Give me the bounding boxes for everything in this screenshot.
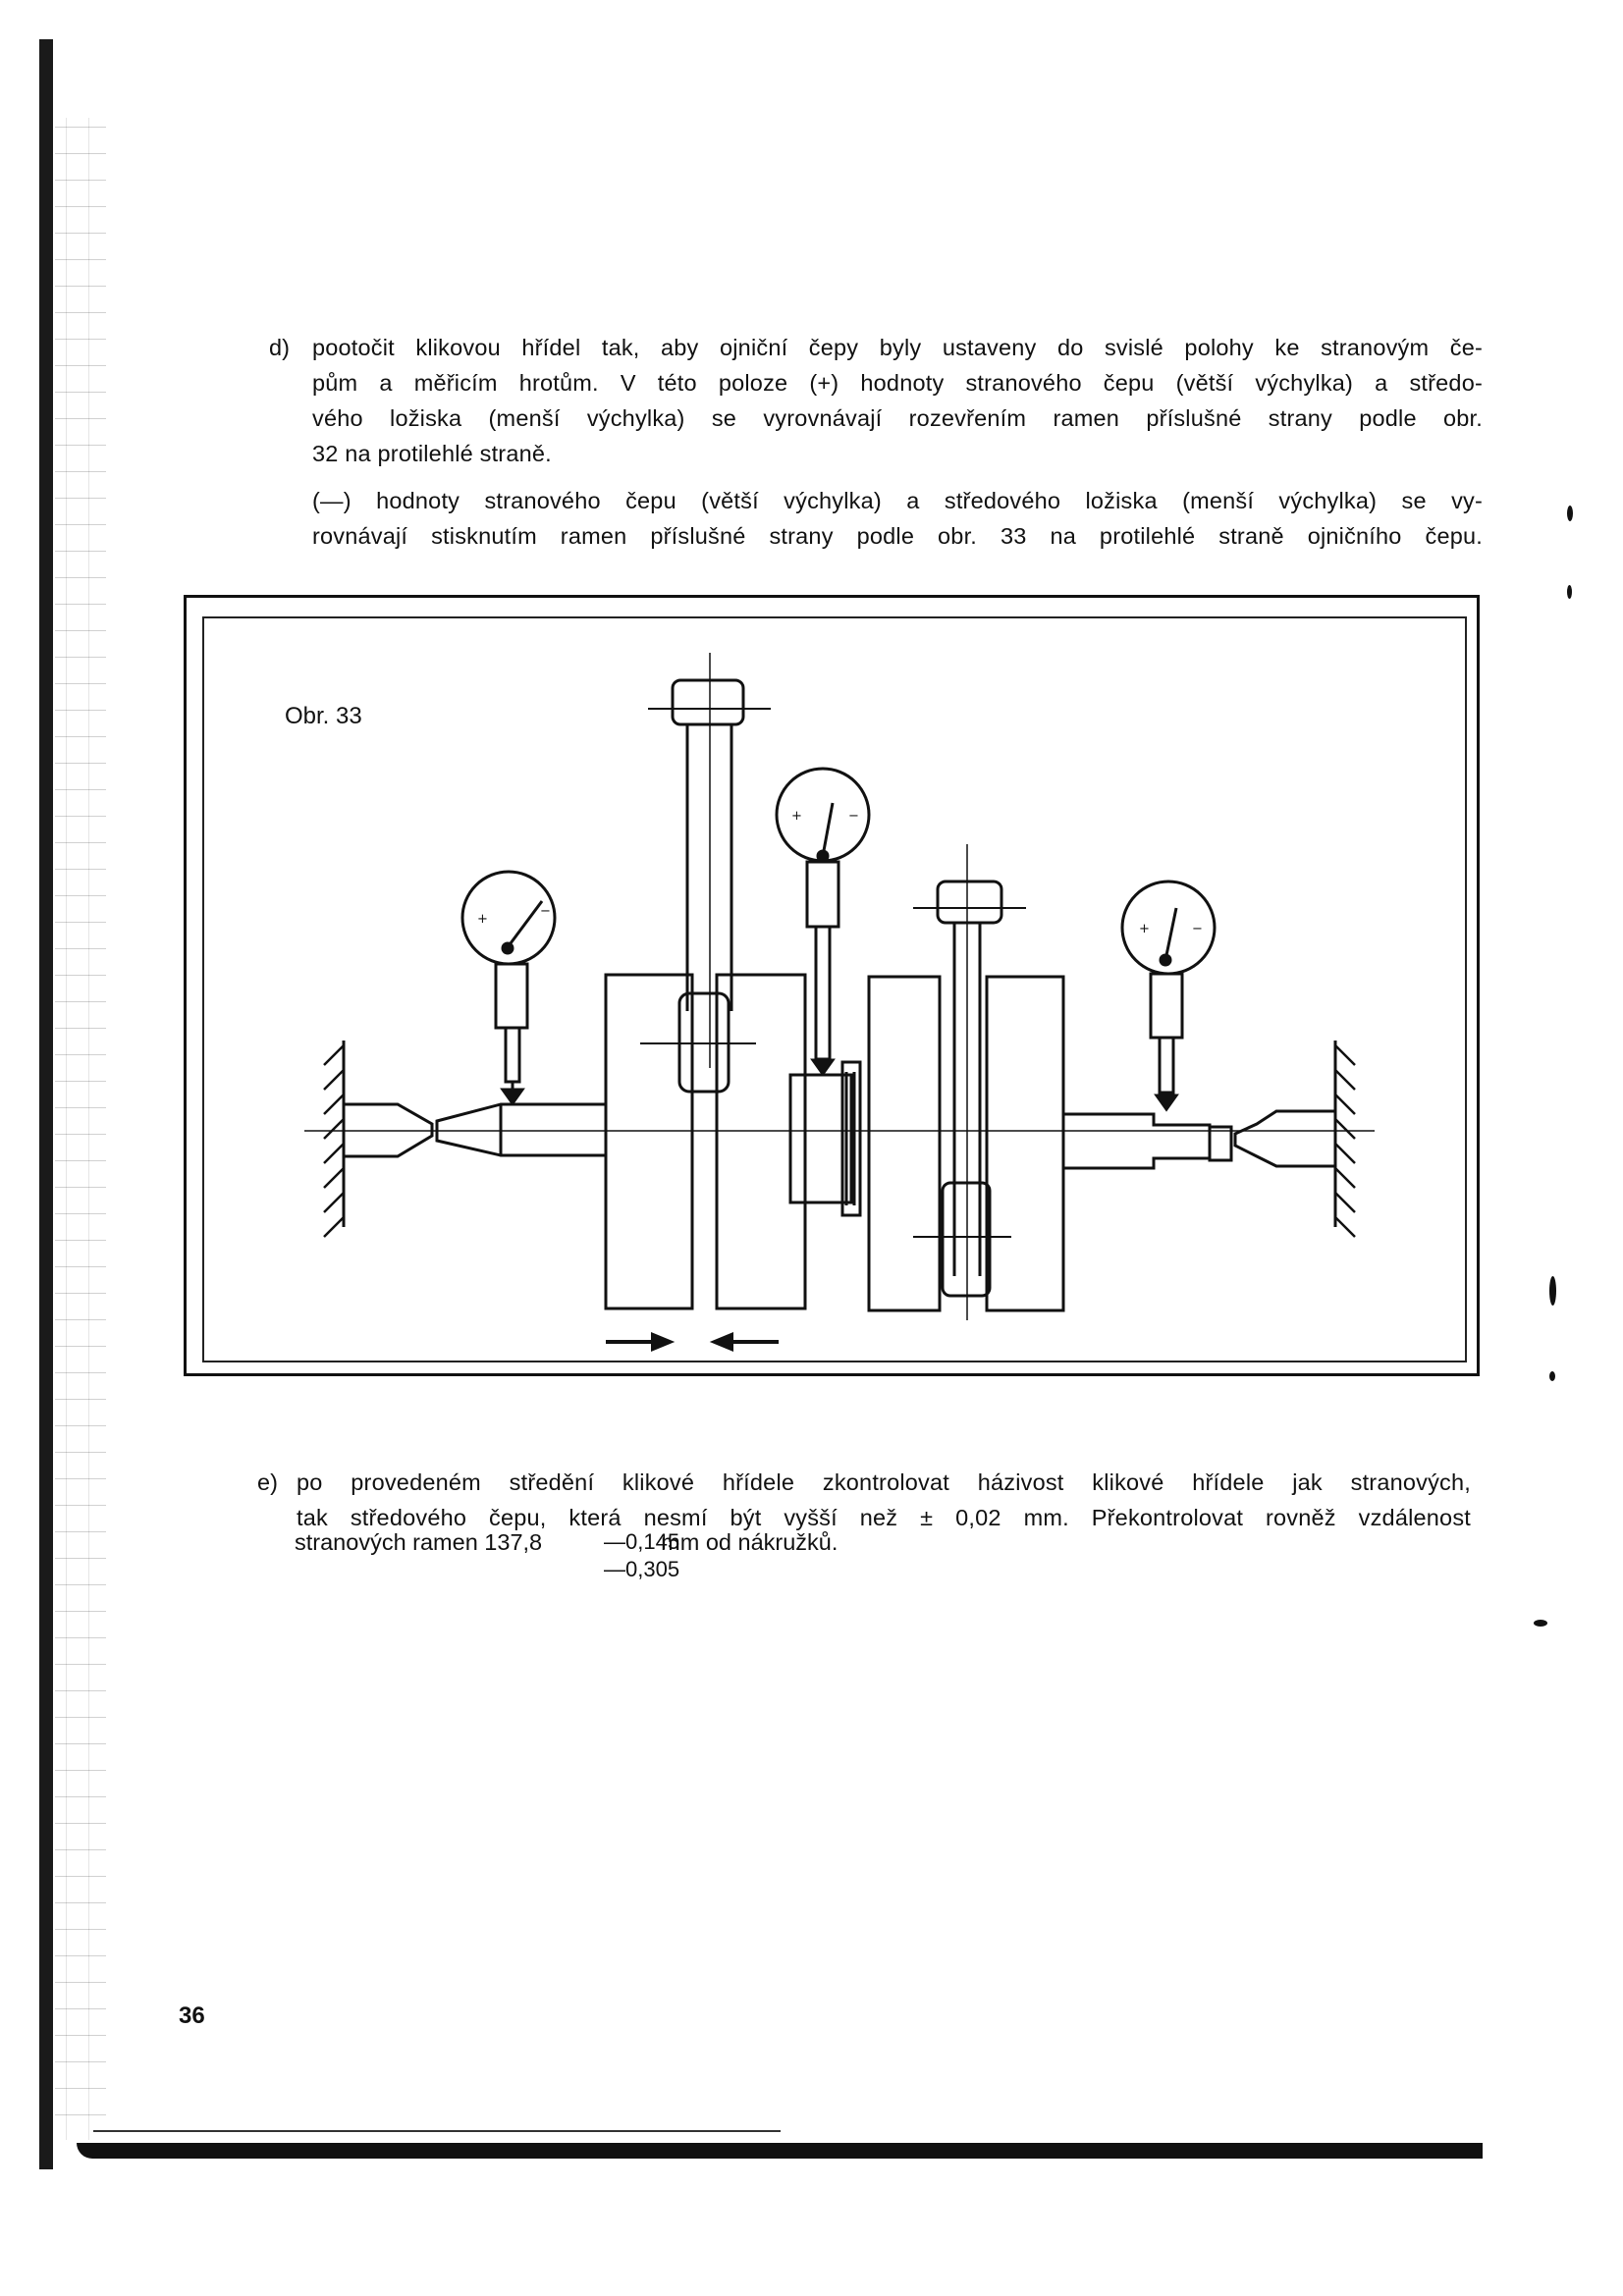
paragraph-d-line: 32 na protilehlé straně. xyxy=(312,441,552,466)
paragraph-d-line: (—) hodnoty stranového čepu (větší výchylka) a středového ložiska (menší výchylka) se vy- xyxy=(312,488,1483,513)
paragraph-d-line: rovnávají stisknutím ramen příslušné strany podle obr. 33 na protilehlé straně ojničního čepu. xyxy=(312,523,1483,549)
right-journal xyxy=(1063,1114,1210,1168)
scan-speck xyxy=(1534,1620,1547,1627)
paragraph-e-formula xyxy=(295,1524,838,1560)
figure-label: Obr. 33 xyxy=(285,703,362,729)
page-number: 36 xyxy=(179,2002,205,2029)
scan-speck xyxy=(1549,1371,1555,1381)
svg-text:−: − xyxy=(848,809,859,824)
tolerance-upper: —0,145 xyxy=(604,1529,680,1554)
svg-text:+: + xyxy=(791,809,802,824)
scan-speck xyxy=(1567,585,1572,599)
svg-text:+: + xyxy=(477,912,488,927)
paragraph-d-line: vého ložiska (menší výchylka) se vyrovnávají rozevřením ramen příslušné strany podle obr. xyxy=(312,405,1483,431)
scan-speck xyxy=(1567,506,1573,521)
scan-speck xyxy=(1549,1276,1556,1306)
tolerance-lower: —0,305 xyxy=(604,1557,680,1581)
push-arrows xyxy=(606,1335,779,1349)
left-journal xyxy=(437,1104,606,1155)
paragraph-d-line: pootočit klikovou hřídel tak, aby ojniční čepy byly ustaveny do svislé polohy ke stranovým če- xyxy=(312,335,1483,360)
dial-gauge-right xyxy=(1122,881,1215,1109)
paragraph-d-marker: d) xyxy=(269,335,290,360)
paragraph-e-line: po provedeném středění klikové hřídele zkontrolovat házivost klikové hřídele jak stranových, xyxy=(297,1469,1471,1495)
svg-text:−: − xyxy=(1192,922,1203,936)
formula-prefix: stranových ramen 137,8 xyxy=(295,1529,543,1555)
crank-web-4 xyxy=(987,977,1063,1310)
paragraph-e-line: tak středového čepu, která nesmí být vyšší než ± 0,02 mm. Překontrolovat rovněž vzdálenost xyxy=(297,1505,1471,1530)
formula-suffix: mm od nákružků. xyxy=(661,1529,839,1555)
paragraph-e-marker: e) xyxy=(257,1469,278,1495)
tool-head-left xyxy=(673,680,743,724)
svg-text:−: − xyxy=(540,904,551,919)
left-wall-hatch xyxy=(324,1045,344,1237)
tool-head-right xyxy=(938,881,1001,923)
crankpin-right xyxy=(943,1183,990,1296)
right-wall-hatch xyxy=(1335,1045,1355,1237)
right-center xyxy=(1235,1111,1335,1166)
svg-text:+: + xyxy=(1139,922,1150,936)
crank-web-3 xyxy=(869,977,940,1310)
paragraph-d-line: pům a měřicím hrotům. V této poloze (+) hodnoty stranového čepu (větší výchylka) a středo- xyxy=(312,370,1483,396)
